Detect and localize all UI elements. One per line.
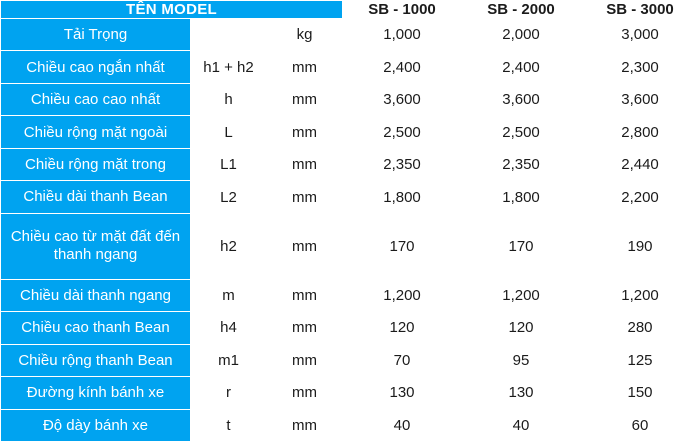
table-row	[1, 19, 700, 51]
table-row	[1, 344, 700, 376]
row-unit: mm	[267, 312, 343, 344]
row-unit: mm	[267, 181, 343, 213]
row-unit: mm	[267, 83, 343, 115]
row-unit: kg	[267, 19, 343, 51]
cell-value: 2,500	[462, 116, 581, 148]
row-symbol: h2	[191, 213, 267, 279]
row-symbol: m	[191, 279, 267, 311]
table-row	[1, 409, 700, 441]
cell-value: 2,500	[343, 116, 462, 148]
cell-value: 60	[581, 409, 700, 441]
column-header-model-1: SB - 1000	[343, 1, 462, 19]
row-label: Chiều rộng mặt ngoài	[1, 116, 191, 148]
cell-value: 190	[581, 213, 700, 279]
cell-value: 1,200	[343, 279, 462, 311]
cell-value: 40	[462, 409, 581, 441]
cell-value: 130	[462, 377, 581, 409]
cell-value: 120	[343, 312, 462, 344]
row-label: Đường kính bánh xe	[1, 377, 191, 409]
table-row	[1, 181, 700, 213]
cell-value: 150	[581, 377, 700, 409]
row-symbol: m1	[191, 344, 267, 376]
cell-value: 2,300	[581, 51, 700, 83]
cell-value: 1,200	[581, 279, 700, 311]
cell-value: 3,600	[343, 83, 462, 115]
row-unit: mm	[267, 148, 343, 180]
row-label: Tải Trọng	[1, 19, 191, 51]
cell-value: 2,400	[462, 51, 581, 83]
row-label: Chiều cao thanh Bean	[1, 312, 191, 344]
row-label: Chiều cao từ mặt đất đến thanh ngang	[1, 213, 191, 279]
row-label: Chiều rộng mặt trong	[1, 148, 191, 180]
row-symbol: r	[191, 377, 267, 409]
cell-value: 3,000	[581, 19, 700, 51]
row-symbol: L	[191, 116, 267, 148]
row-unit: mm	[267, 344, 343, 376]
cell-value: 1,200	[462, 279, 581, 311]
cell-value: 3,600	[581, 83, 700, 115]
row-unit: mm	[267, 279, 343, 311]
table-row	[1, 312, 700, 344]
cell-value: 70	[343, 344, 462, 376]
row-symbol: h4	[191, 312, 267, 344]
cell-value: 1,800	[343, 181, 462, 213]
table-header	[1, 1, 700, 19]
row-label: Chiều rộng thanh Bean	[1, 344, 191, 376]
row-unit: mm	[267, 116, 343, 148]
cell-value: 170	[343, 213, 462, 279]
table-body	[1, 19, 700, 442]
row-symbol: L1	[191, 148, 267, 180]
cell-value: 40	[343, 409, 462, 441]
row-symbol: h	[191, 83, 267, 115]
cell-value: 95	[462, 344, 581, 376]
table-row	[1, 83, 700, 115]
cell-value: 170	[462, 213, 581, 279]
table-row	[1, 213, 700, 279]
cell-value: 2,440	[581, 148, 700, 180]
table-row	[1, 116, 700, 148]
cell-value: 120	[462, 312, 581, 344]
cell-value: 2,200	[581, 181, 700, 213]
column-header-model-2: SB - 2000	[462, 1, 581, 19]
column-header-model-3: SB - 3000	[581, 1, 700, 19]
row-symbol: h1 + h2	[191, 51, 267, 83]
row-label: Chiều cao ngắn nhất	[1, 51, 191, 83]
cell-value: 2,400	[343, 51, 462, 83]
table-row	[1, 279, 700, 311]
row-unit: mm	[267, 377, 343, 409]
row-unit: mm	[267, 51, 343, 83]
cell-value: 2,350	[343, 148, 462, 180]
row-symbol: t	[191, 409, 267, 441]
table-row	[1, 51, 700, 83]
table-row	[1, 148, 700, 180]
table-title: TÊN MODEL	[1, 1, 343, 19]
row-label: Chiều dài thanh Bean	[1, 181, 191, 213]
row-label: Chiều cao cao nhất	[1, 83, 191, 115]
row-symbol	[191, 19, 267, 51]
row-label: Độ dày bánh xe	[1, 409, 191, 441]
row-label: Chiều dài thanh ngang	[1, 279, 191, 311]
cell-value: 2,800	[581, 116, 700, 148]
cell-value: 3,600	[462, 83, 581, 115]
cell-value: 1,800	[462, 181, 581, 213]
cell-value: 130	[343, 377, 462, 409]
cell-value: 2,350	[462, 148, 581, 180]
cell-value: 280	[581, 312, 700, 344]
cell-value: 125	[581, 344, 700, 376]
cell-value: 1,000	[343, 19, 462, 51]
row-unit: mm	[267, 409, 343, 441]
table-row	[1, 377, 700, 409]
cell-value: 2,000	[462, 19, 581, 51]
row-symbol: L2	[191, 181, 267, 213]
row-unit: mm	[267, 213, 343, 279]
table-header-row	[1, 1, 700, 19]
